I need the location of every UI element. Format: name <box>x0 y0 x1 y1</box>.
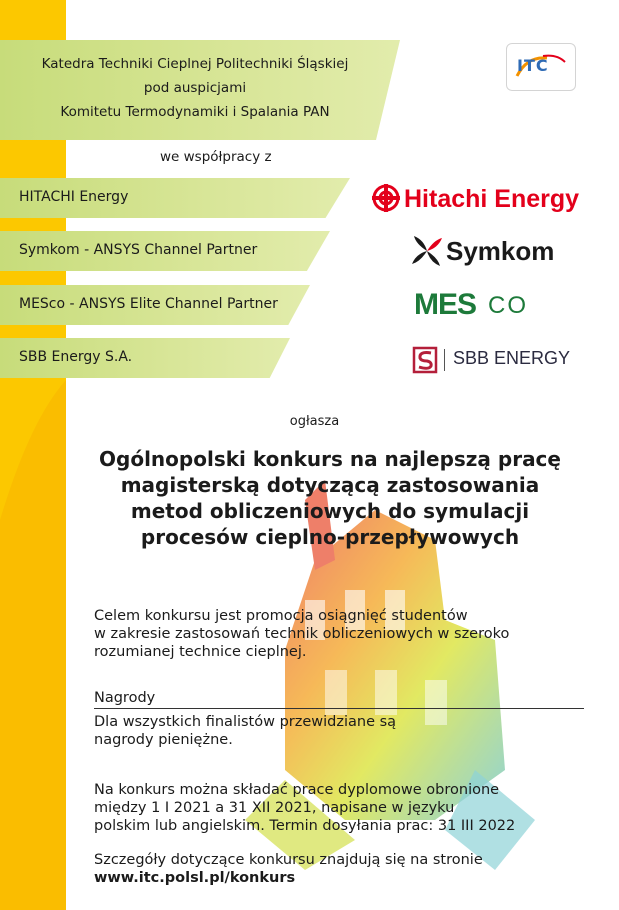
prizes-paragraph <box>94 713 396 749</box>
details-line: Szczegóły dotyczące konkursu znajdują się na stronie <box>94 852 483 868</box>
title-line-1: Ogólnopolski konkurs na najlepszą pracę <box>99 447 561 471</box>
sbb-logo-text: SBB ENERGY <box>453 348 571 368</box>
partner-name-sbb: SBB Energy S.A. <box>19 349 133 365</box>
mesco-logo-text: MES <box>414 288 477 321</box>
prizes-line-2: nagrody pieniężne. <box>94 732 233 748</box>
cooperation-label: we współpracy z <box>160 149 272 165</box>
details-paragraph <box>94 851 483 887</box>
sbb-logo-icon <box>410 344 440 376</box>
partner-name-mesco: MESco - ANSYS Elite Channel Partner <box>19 296 278 312</box>
eligibility-line-2: między 1 I 2021 a 31 XII 2021, napisane w języku <box>94 800 455 816</box>
competition-url-link[interactable]: www.itc.polsl.pl/konkurs <box>94 870 296 886</box>
mesco-logo-subtext: CO <box>488 292 528 319</box>
purpose-line-3: rozumianej technice cieplnej. <box>94 644 307 660</box>
itc-logo-text: ITC <box>517 56 549 75</box>
hitachi-logo-icon <box>372 184 400 212</box>
purpose-line-1: Celem konkursu jest promocja osiągnięć studentów <box>94 608 468 624</box>
title-line-4: procesów cieplno-przepływowych <box>140 525 520 549</box>
prizes-divider <box>94 708 584 709</box>
header-text <box>0 52 390 124</box>
prizes-line-1: Dla wszystkich finalistów przewidziane są <box>94 714 397 730</box>
announces-label: ogłasza <box>289 414 340 429</box>
header-line-2: pod auspicjami <box>143 80 247 96</box>
partner-name-hitachi: HITACHI Energy <box>19 189 129 205</box>
title-line-3: metod obliczeniowych do symulacji <box>130 499 530 523</box>
hitachi-logo-text: Hitachi Energy <box>404 185 580 213</box>
itc-logo <box>506 43 576 91</box>
eligibility-paragraph <box>94 781 515 835</box>
title-line-2: magisterską dotyczącą zastosowania <box>120 473 540 497</box>
purpose-paragraph <box>94 607 509 661</box>
competition-title <box>40 446 619 550</box>
header-line-3: Komitetu Termodynamiki i Spalania PAN <box>60 104 330 120</box>
header-line-1: Katedra Techniki Cieplnej Politechniki Śląskiej <box>41 56 349 72</box>
eligibility-line-3: polskim lub angielskim. Termin dosyłania prac: 31 III 2022 <box>94 818 516 834</box>
prizes-heading: Nagrody <box>94 690 156 706</box>
eligibility-line-1: Na konkurs można składać prace dyplomowe obronione <box>94 782 500 798</box>
sbb-logo-divider <box>444 349 445 371</box>
partner-name-symkom: Symkom - ANSYS Channel Partner <box>19 242 258 258</box>
symkom-logo-icon <box>410 234 444 268</box>
symkom-logo-text: Symkom <box>446 236 555 266</box>
purpose-line-2: w zakresie zastosowań technik obliczeniowych w szeroko <box>94 626 510 642</box>
